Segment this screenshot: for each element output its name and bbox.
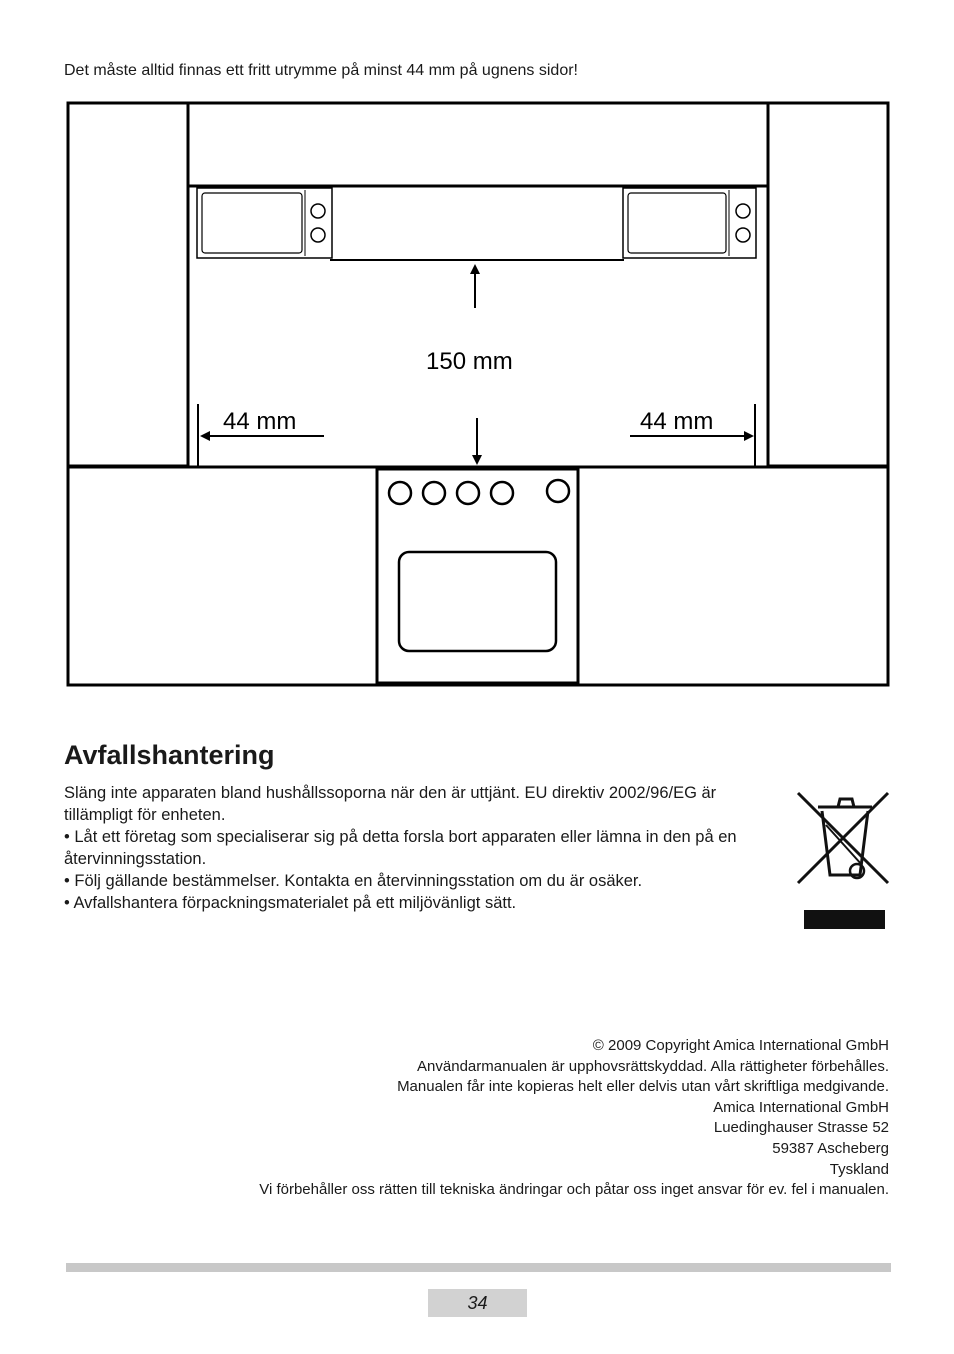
weee-bar bbox=[804, 910, 885, 929]
copyright-line: Manualen får inte kopieras helt eller delvis utan vårt skriftliga medgivande. bbox=[397, 1078, 889, 1096]
copyright-line: © 2009 Copyright Amica International GmbH bbox=[592, 1037, 889, 1054]
burner-knob-5 bbox=[547, 480, 569, 502]
footer-divider bbox=[66, 1263, 891, 1272]
company-name: Amica International GmbH bbox=[713, 1098, 889, 1116]
disclaimer-line: Vi förbehåller oss rätten till tekniska ändringar och påtar oss inget ansvar för ev. fel i manualen. bbox=[259, 1181, 889, 1199]
crossed-out-bin-icon bbox=[790, 785, 900, 935]
copyright-line: Användarmanualen är upphovsrättskyddad. Alla rättigheter förbehålles. bbox=[417, 1057, 889, 1075]
microwave-left bbox=[197, 188, 332, 258]
burner-knob-2 bbox=[423, 482, 445, 504]
section-title: Avfallshantering bbox=[64, 740, 275, 770]
burner-knob-1 bbox=[389, 482, 411, 504]
copyright-block bbox=[259, 1036, 889, 1201]
burner-knob-3 bbox=[457, 482, 479, 504]
microwave-right bbox=[623, 188, 756, 258]
burner-knob-4 bbox=[491, 482, 513, 504]
address-city: 59387 Ascheberg bbox=[772, 1139, 889, 1157]
address-street: Luedinghauser Strasse 52 bbox=[713, 1119, 889, 1137]
oven-window bbox=[399, 552, 556, 651]
bullet-item: • Följ gällande bestämmelser. Kontakta en återvinningsstation om du är osäker. bbox=[64, 872, 643, 890]
address-country: Tyskland bbox=[829, 1160, 889, 1178]
label-44mm-left: 44 mm bbox=[223, 408, 297, 435]
intro-text: Det måste alltid finnas ett fritt utrymme på minst 44 mm på ugnens sidor! bbox=[64, 62, 578, 79]
upper-cabinet-right bbox=[768, 103, 888, 466]
outer-frame bbox=[68, 103, 888, 685]
hood-cabinet bbox=[188, 103, 768, 186]
bullet-item: • Avfallshantera förpackningsmaterialet på ett miljövänligt sätt. bbox=[64, 894, 517, 912]
section-body bbox=[64, 782, 774, 914]
upper-cabinet-left bbox=[68, 103, 188, 466]
bullet-item: • Låt ett företag som specialiserar sig på detta forsla bort apparaten eller lämna in den på en återvinningsstation. bbox=[64, 828, 737, 868]
paragraph: Släng inte apparaten bland hushållssoporna när den är uttjänt. EU direktiv 2002/96/EG är tillämpligt för enheten. bbox=[64, 784, 717, 824]
label-44mm-right: 44 mm bbox=[640, 408, 714, 435]
label-150mm: 150 mm bbox=[426, 348, 513, 375]
page-number: 34 bbox=[428, 1289, 527, 1317]
